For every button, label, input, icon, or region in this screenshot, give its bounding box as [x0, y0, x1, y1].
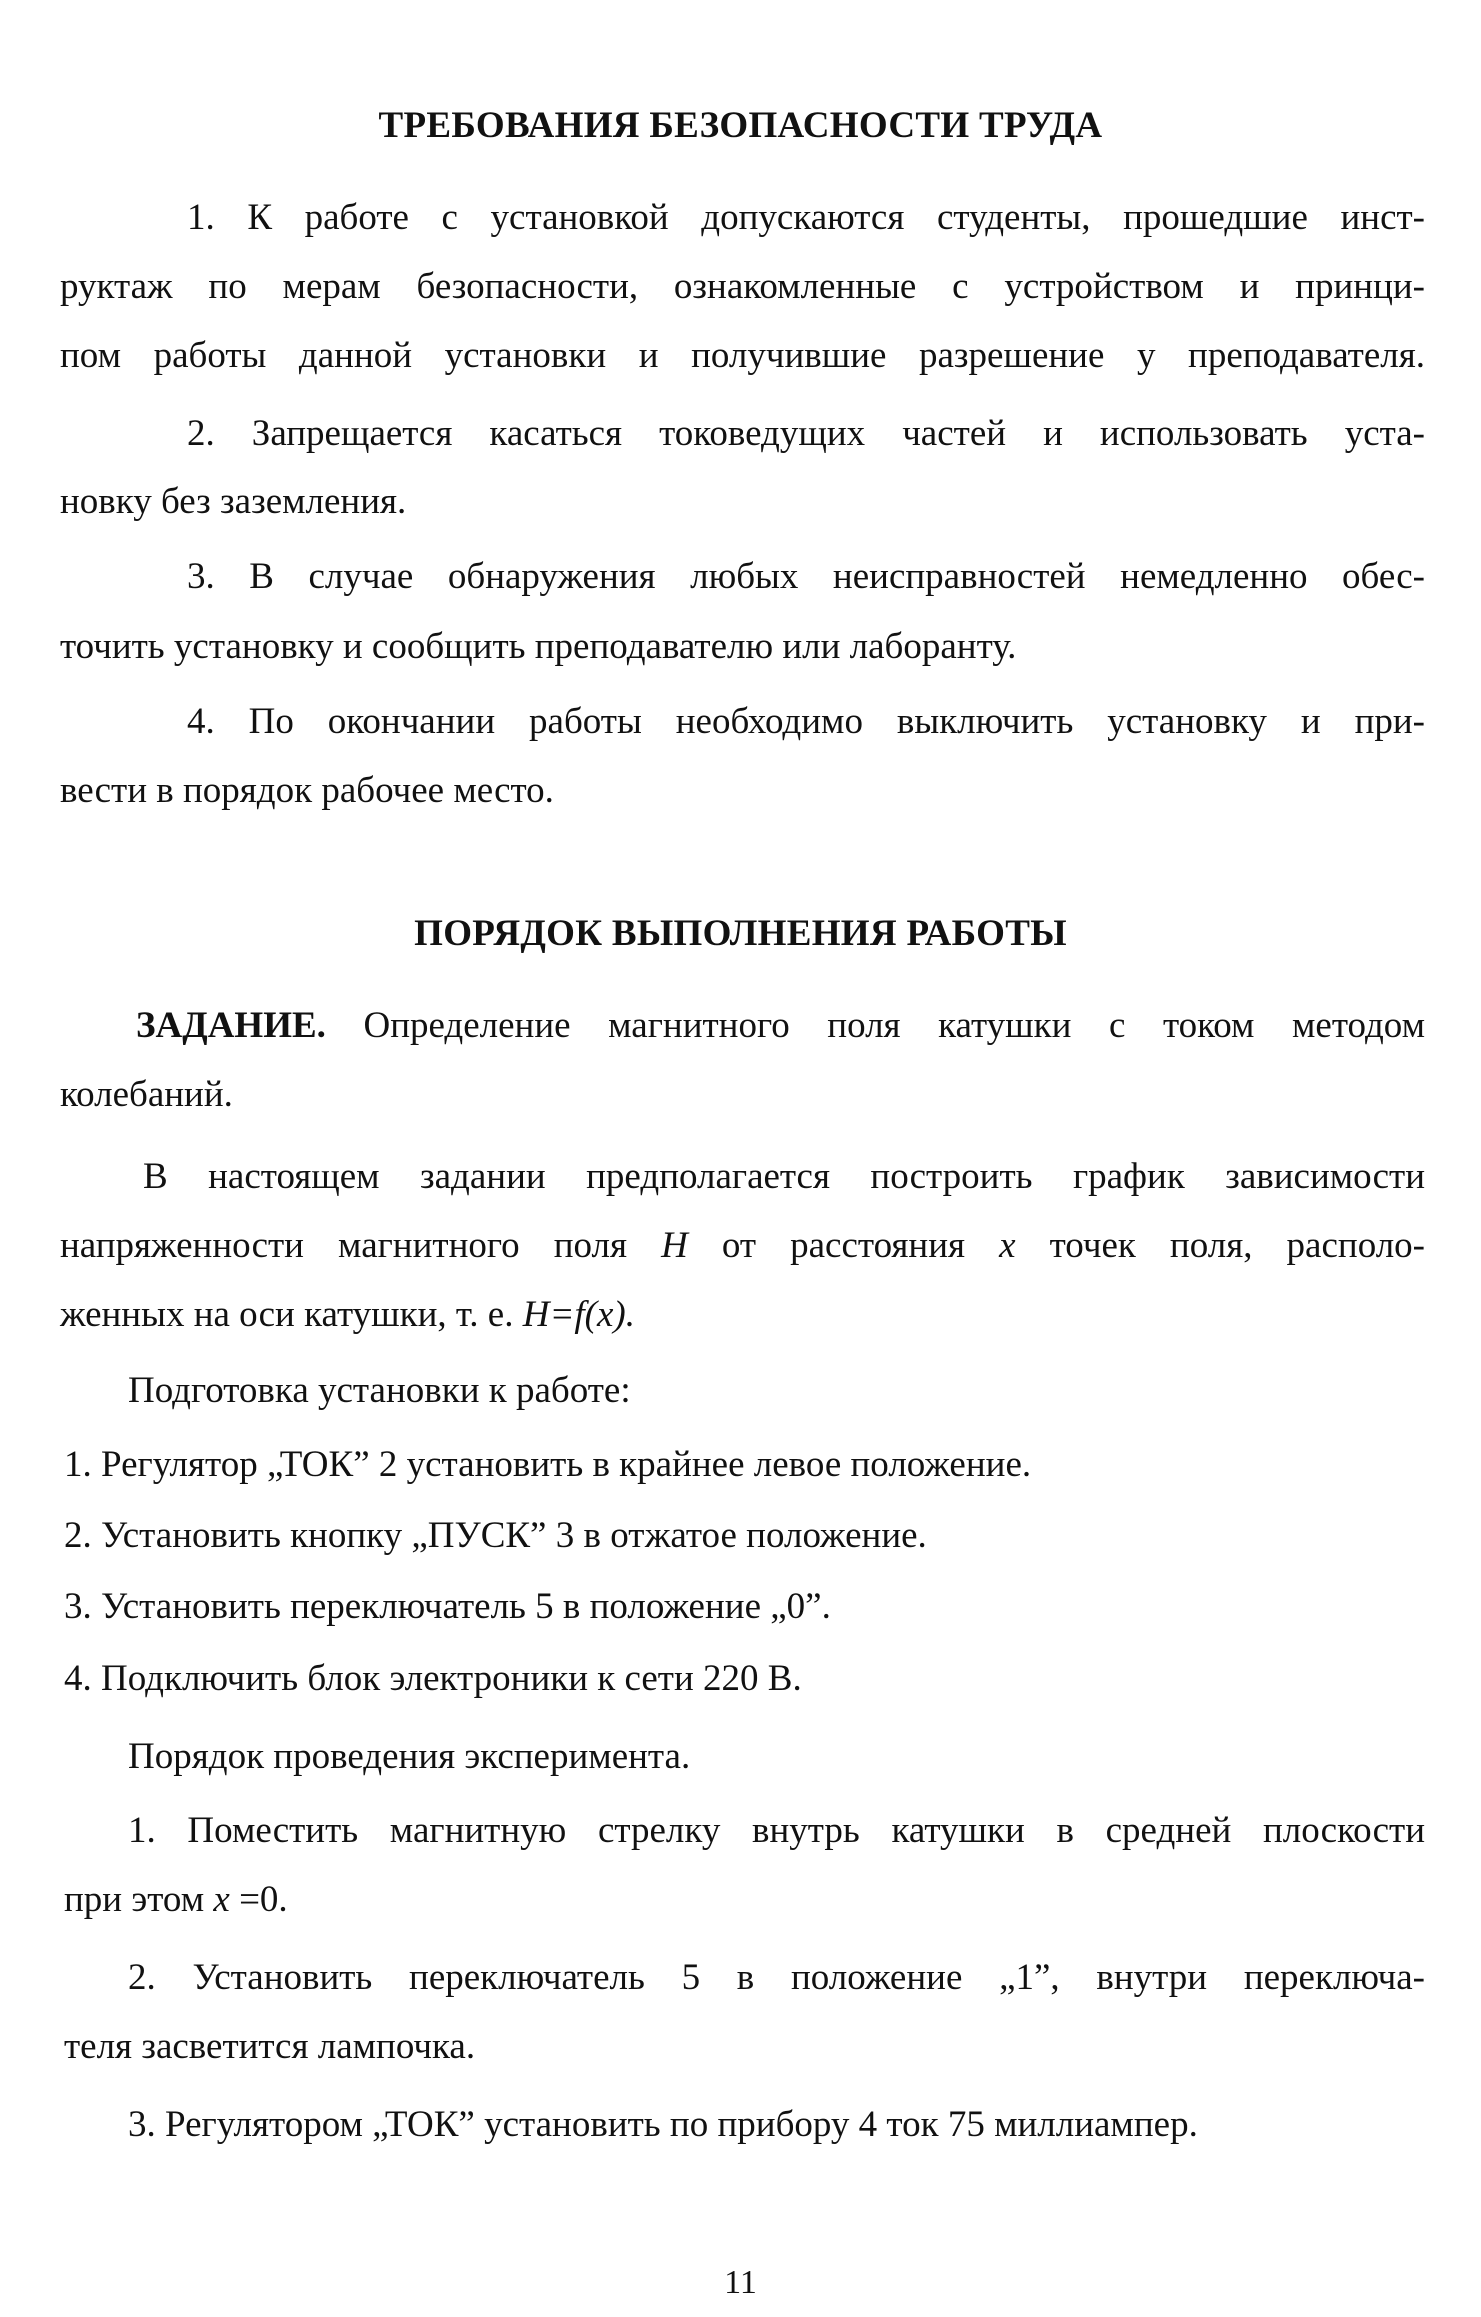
intro-text-d: женных на оси катушки, т. е. — [60, 1294, 523, 1335]
prep-item-1: 1. Регулятор „ТОК” 2 установить в крайнее левое положение. — [64, 1444, 1032, 1485]
safety-line-4: 2. Запрещается касаться токоведущих частей и использовать уста- — [187, 413, 1425, 454]
experiment-step-1-line-1: 1. Поместить магнитную стрелку внутрь катушки в средней плоскости — [128, 1810, 1425, 1851]
page-number: 11 — [724, 2264, 757, 2301]
intro-line-2 — [60, 1224, 1425, 1268]
formula: H=f(x). — [522, 1294, 636, 1335]
safety-line-8: 4. По окончании работы необходимо выключить установку и при- — [187, 701, 1425, 742]
section-heading-safety: ТРЕБОВАНИЯ БЕЗОПАСНОСТИ ТРУДА — [378, 105, 1103, 146]
intro-line-3 — [60, 1293, 635, 1337]
task-label: ЗАДАНИЕ. — [136, 1005, 326, 1046]
safety-line-6: 3. В случае обнаружения любых неисправностей немедленно обес- — [187, 556, 1425, 597]
safety-line-9: вести в порядок рабочее место. — [60, 770, 554, 811]
task-line-2: колебаний. — [60, 1074, 233, 1115]
section-heading-procedure: ПОРЯДОК ВЫПОЛНЕНИЯ РАБОТЫ — [414, 913, 1067, 954]
experiment-step-1-line-2 — [64, 1878, 288, 1922]
safety-line-2: руктаж по мерам безопасности, ознакомленные с устройством и принци- — [60, 266, 1425, 307]
exp1-symbol-x: x — [213, 1879, 230, 1920]
intro-text-c: точек поля, располо- — [1015, 1225, 1425, 1266]
prep-title: Подготовка установки к работе: — [128, 1370, 631, 1411]
intro-text-b: от расстояния — [687, 1225, 1000, 1266]
experiment-step-2-line-1: 2. Установить переключатель 5 в положение „1”, внутри переключа- — [128, 1957, 1425, 1998]
symbol-x: x — [999, 1225, 1016, 1266]
experiment-step-2-line-2: теля засветится лампочка. — [64, 2026, 476, 2067]
prep-item-2: 2. Установить кнопку „ПУСК” 3 в отжатое положение. — [64, 1515, 927, 1556]
safety-line-5: новку без заземления. — [60, 481, 407, 522]
experiment-title: Порядок проведения эксперимента. — [128, 1736, 691, 1777]
exp1-text-b: =0. — [229, 1879, 288, 1920]
safety-line-3: пом работы данной установки и получившие разрешение у преподавателя. — [60, 335, 1425, 376]
task-line-1 — [136, 1004, 1425, 1048]
prep-item-4: 4. Подключить блок электроники к сети 220 В. — [64, 1658, 802, 1699]
prep-item-3: 3. Установить переключатель 5 в положение „0”. — [64, 1586, 831, 1627]
symbol-h: H — [661, 1225, 688, 1266]
intro-line-1: В настоящем задании предполагается построить график зависимости — [143, 1156, 1425, 1197]
task-text: Определение магнитного поля катушки с током методом — [325, 1005, 1425, 1046]
safety-line-1: 1. К работе с установкой допускаются студенты, прошедшие инст- — [187, 197, 1425, 238]
experiment-step-3-line-1: 3. Регулятором „ТОК” установить по прибору 4 ток 75 миллиампер. — [128, 2104, 1198, 2145]
safety-line-7: точить установку и сообщить преподавателю или лаборанту. — [60, 626, 1017, 667]
intro-text-a: напряженности магнитного поля — [60, 1225, 662, 1266]
exp1-text-a: при этом — [64, 1879, 214, 1920]
